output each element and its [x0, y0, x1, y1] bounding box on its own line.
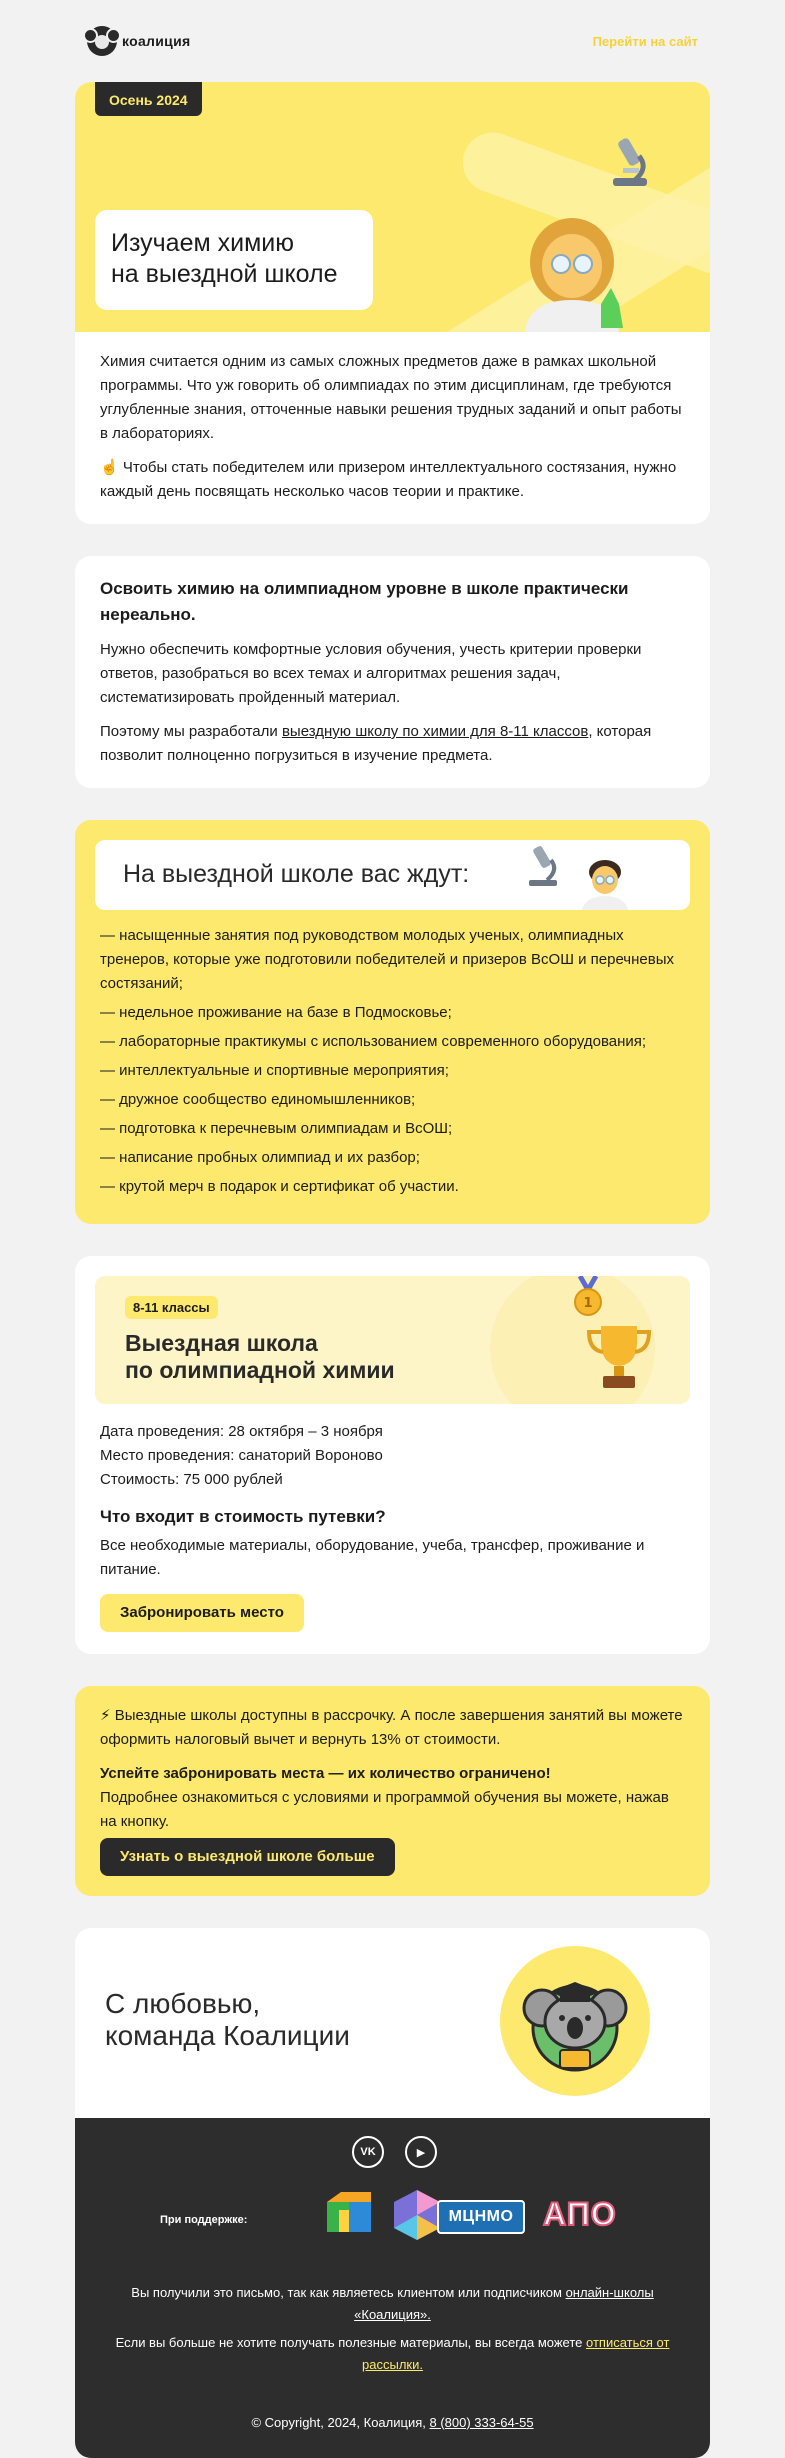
email-header: [75, 0, 710, 82]
included-text: Все необходимые материалы, оборудование, учеба, трансфер, проживание и питание.: [100, 1537, 645, 1578]
installment-strong: Успейте забронировать места — их количество ограничено!: [100, 1765, 551, 1782]
list-item: — крутой мерч в подарок и сертификат об участии.: [100, 1178, 459, 1195]
olymp-card: [75, 556, 710, 788]
included-heading: Что входит в стоимость путевки?: [100, 1507, 386, 1526]
brand-name: коалиция: [122, 33, 191, 49]
school-place: Место проведения: санаторий Вороново: [100, 1447, 383, 1464]
school-title: Выездная школа по олимпиадной химии: [125, 1330, 395, 1383]
partner-cube-logo[interactable]: [323, 2188, 377, 2242]
list-item: — недельное проживание на базе в Подмосковье;: [100, 1004, 452, 1021]
logo[interactable]: [87, 26, 190, 56]
school-price: Стоимость: 75 000 рублей: [100, 1471, 283, 1488]
hero-banner: [75, 82, 710, 332]
partner-star-logo[interactable]: [390, 2188, 444, 2242]
trophy-icon: [585, 1320, 653, 1392]
scientist-boy-emoji-icon: [575, 852, 635, 910]
hero-paragraph-tip: ☝️ Чтобы стать победителем или призером интеллектуального состязания, нужно каждый день посвящать несколько часов теории и практике.: [100, 459, 677, 500]
hero-text: [75, 332, 710, 524]
benefits-list: [75, 910, 710, 1224]
school-link[interactable]: выездную школу по химии для 8-11 классов: [281, 723, 589, 740]
list-item: — дружное сообщество единомышленников;: [100, 1091, 416, 1108]
school-card: [75, 1256, 710, 1654]
youtube-icon[interactable]: ▶: [405, 2136, 437, 2168]
list-item: — лабораторные практикумы с использованием современного оборудования;: [100, 1033, 647, 1050]
waiting-banner: [95, 840, 690, 910]
footer: [75, 2118, 710, 2458]
microscope-icon: [605, 134, 655, 194]
olymp-paragraph: Нужно обеспечить комфортные условия обучения, учесть критерии проверки ответов, разобраться во всех темах и алгоритмах решения задач, систематизировать пройденный материал.: [100, 641, 642, 706]
hero-card: [75, 82, 710, 524]
season-badge: Осень 2024: [95, 82, 202, 116]
installment-paragraph: ⚡ Выездные школы доступны в рассрочку. А после завершения занятий вы можете оформить налоговый вычет и вернуть 13% от стоимости.: [100, 1707, 683, 1748]
list-item: — подготовка к перечневым олимпиадам и ВсОШ;: [100, 1120, 453, 1137]
koala-graduate-icon: [500, 1946, 650, 2096]
hero-paragraph: Химия считается одним из самых сложных предметов даже в рамках школьной программы. Что уж говорить об олимпиадах по этим дисциплинам, где требуются углубленные знания, отточенные навыки решения трудных заданий и опыт работы в лабораториях.: [100, 353, 682, 442]
subscription-note: Вы получили это письмо, так как являетесь клиентом или подписчиком онлайн-школы «Коалиция».: [131, 2285, 654, 2322]
vk-icon[interactable]: VK: [352, 2136, 384, 2168]
book-button[interactable]: Забронировать место: [100, 1594, 304, 1632]
list-item: — написание пробных олимпиад и их разбор;: [100, 1149, 420, 1166]
grade-badge: 8-11 классы: [125, 1296, 218, 1319]
phone-link[interactable]: 8 (800) 333-64-55: [429, 2415, 534, 2430]
school-name-link[interactable]: онлайн-школы «Коалиция».: [354, 2285, 654, 2322]
learn-more-button[interactable]: Узнать о выездной школе больше: [100, 1838, 395, 1876]
school-banner: [95, 1276, 690, 1404]
site-link[interactable]: Перейти на сайт: [592, 33, 698, 49]
installment-paragraph-more: Подробнее ознакомиться с условиями и программой обучения вы можете, нажав на кнопку.: [100, 1789, 669, 1830]
koala-mascot: [500, 1946, 650, 2096]
scientist-emoji-icon: [515, 204, 630, 332]
medal-icon: [570, 1276, 606, 1318]
svg-text:1: 1: [583, 1296, 593, 1311]
partner-apo-logo[interactable]: АПО: [543, 2196, 617, 2232]
waiting-title: На выездной школе вас ждут:: [123, 860, 470, 888]
installment-card: [75, 1686, 710, 1896]
email: [75, 0, 710, 2458]
school-date: Дата проведения: 28 октября – 3 ноября: [100, 1423, 383, 1440]
list-item: — интеллектуальные и спортивные мероприятия;: [100, 1062, 449, 1079]
koala-logo-icon: [87, 26, 117, 56]
hero-title: Изучаем химию на выездной школе: [95, 210, 373, 310]
olymp-paragraph-link: Поэтому мы разработали выездную школу по химии для 8-11 классов, которая позволит полноценно погрузиться в изучение предмета.: [100, 723, 652, 764]
copyright: © Copyright, 2024, Коалиция, 8 (800) 333-64-55: [251, 2415, 534, 2430]
signoff-card: [75, 1928, 710, 2118]
unsubscribe-link[interactable]: отписаться от рассылки.: [362, 2335, 670, 2372]
microscope-icon: [523, 844, 563, 890]
support-label: При поддержке:: [160, 2214, 248, 2226]
signoff-text: С любовью, команда Коалиции: [105, 1988, 350, 2051]
list-item: — насыщенные занятия под руководством молодых ученых, олимпиадных тренеров, которые уже подготовили победителей и призеров ВсОШ и перечневых состязаний;: [100, 927, 674, 992]
olymp-heading: Освоить химию на олимпиадном уровне в школе практически нереально.: [100, 579, 629, 624]
partner-mcnmo-logo[interactable]: МЦНМО: [437, 2200, 525, 2234]
waiting-card: [75, 820, 710, 1224]
unsubscribe-note: Если вы больше не хотите получать полезные материалы, вы всегда можете отписаться от рассылки.: [115, 2335, 670, 2372]
